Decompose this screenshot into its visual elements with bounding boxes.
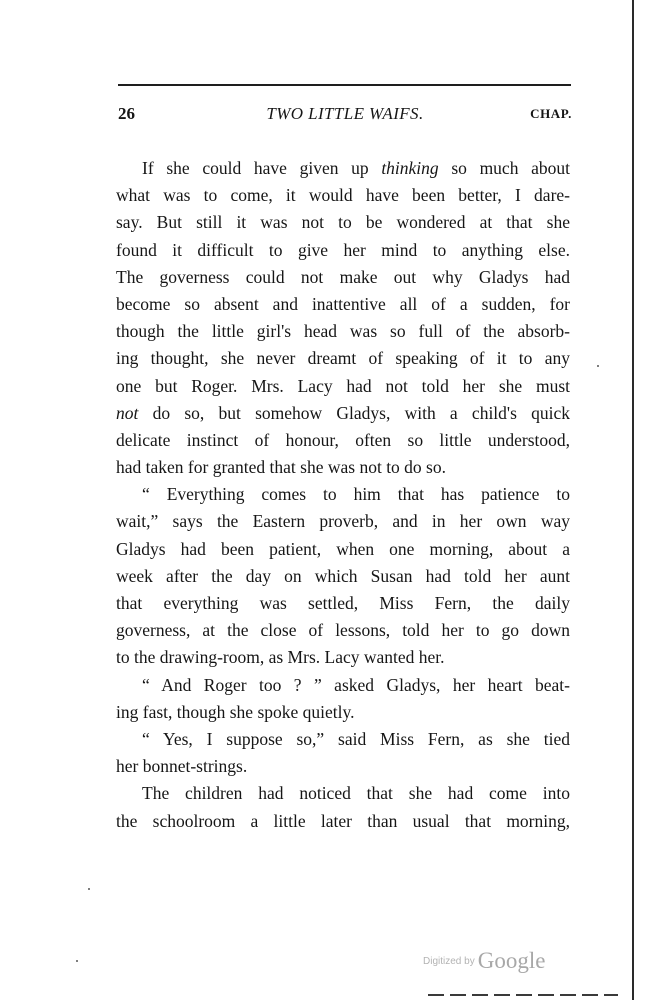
text-line: week after the day on which Susan had told her aunt — [116, 565, 570, 586]
text-line: not do so, but somehow Gladys, with a child's quick — [116, 402, 570, 423]
bottom-dash-rule — [428, 994, 618, 996]
scan-speck — [76, 960, 78, 962]
text-line: The children had noticed that she had come into — [142, 783, 570, 804]
text-line: one but Roger. Mrs. Lacy had not told her she must — [116, 375, 570, 396]
google-logo: Google — [477, 948, 546, 973]
text-line: ing thought, she never dreamt of speaking of it to any — [116, 348, 570, 369]
text-line: “ Everything comes to him that has patience to — [142, 484, 570, 505]
text-line: though the little girl's head was so full of the absorb- — [116, 321, 570, 342]
text-line: If she could have given up thinking so much about — [142, 158, 571, 178]
page-edge-border — [632, 0, 634, 1000]
digitized-by-label: Digitized by — [423, 956, 475, 967]
text-line: Gladys had been patient, when one morning, about a — [116, 538, 570, 559]
text-line: wait,” says the Eastern proverb, and in her own way — [116, 511, 570, 532]
text-line: that everything was settled, Miss Fern, the daily — [116, 593, 570, 613]
text-line: ing fast, though she spoke quietly. — [116, 701, 355, 722]
text-line: to the drawing-room, as Mrs. Lacy wanted her. — [116, 647, 445, 668]
text-line: become so absent and inattentive all of a sudden, for — [116, 293, 570, 314]
header-rule — [118, 84, 571, 86]
running-title: TWO LITTLE WAIFS. — [266, 104, 424, 123]
text-line: the schoolroom a little later than usual that morning, — [116, 810, 570, 831]
scan-speck — [597, 365, 599, 367]
text-line: what was to come, it would have been better, I dare- — [116, 185, 570, 206]
text-line: “ Yes, I suppose so,” said Miss Fern, as she tied — [142, 728, 570, 749]
page-number: 26 — [118, 104, 135, 123]
text-line: “ And Roger too ? ” asked Gladys, her heart beat- — [142, 674, 570, 695]
text-line: had taken for granted that she was not to do so. — [116, 457, 446, 478]
running-header — [118, 104, 572, 128]
text-line: The governess could not make out why Gladys had — [116, 266, 570, 287]
text-line: delicate instinct of honour, often so little understood, — [116, 429, 570, 450]
body-text — [116, 155, 570, 835]
text-line: governess, at the close of lessons, told her to go down — [116, 620, 570, 641]
chapter-label: CHAP. — [530, 106, 572, 121]
digitized-watermark — [423, 948, 545, 974]
scan-speck — [88, 888, 90, 890]
text-line: say. But still it was not to be wondered at that she — [116, 212, 570, 233]
text-line: found it difficult to give her mind to anything else. — [116, 239, 570, 260]
text-line: her bonnet-strings. — [116, 756, 248, 777]
